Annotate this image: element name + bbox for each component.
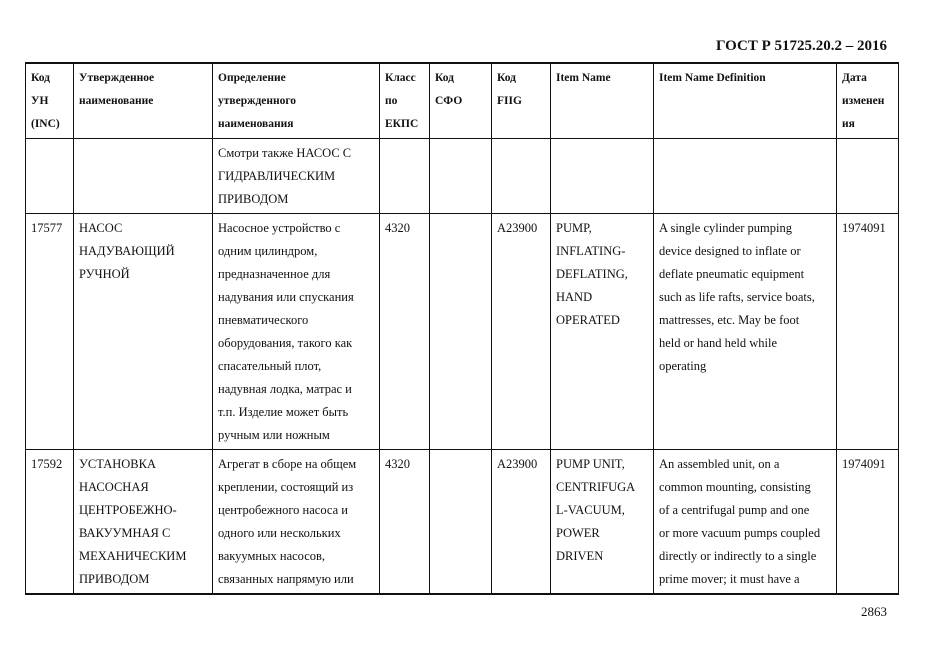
cell-fiig-code: A23900	[492, 214, 551, 450]
cell-item-name: PUMP UNIT, CENTRIFUGA L-VACUUM, POWER DRIVEN	[551, 450, 654, 595]
table-row	[26, 139, 899, 214]
cell-definition: Смотри также НАСОС С ГИДРАВЛИЧЕСКИМ ПРИВОДОМ	[213, 139, 380, 214]
cell-change-date: 1974091	[837, 450, 899, 595]
col-header-fiig-code: Код FIIG	[492, 63, 551, 139]
col-header-sfo-code: Код СФО	[430, 63, 492, 139]
cell-approved-name: УСТАНОВКА НАСОСНАЯ ЦЕНТРОБЕЖНО- ВАКУУМНАЯ С МЕХАНИЧЕСКИМ ПРИВОДОМ	[74, 450, 213, 595]
cell-sfo-code	[430, 450, 492, 595]
cell-inc: 17592	[26, 450, 74, 595]
cell-item-definition: A single cylinder pumping device designed to inflate or deflate pneumatic equipment such as life rafts, service boats, mattresses, etc. May be foot held or hand held while operating	[654, 214, 837, 450]
col-header-definition: Определение утвержденного наименования	[213, 63, 380, 139]
cell-class-ekps	[380, 139, 430, 214]
col-header-item-definition: Item Name Definition	[654, 63, 837, 139]
table-header-row	[26, 63, 899, 139]
cell-item-definition	[654, 139, 837, 214]
cell-approved-name: НАСОС НАДУВАЮЩИЙ РУЧНОЙ	[74, 214, 213, 450]
col-header-approved-name: Утвержденное наименование	[74, 63, 213, 139]
cell-change-date	[837, 139, 899, 214]
col-header-inc: Код УН (INC)	[26, 63, 74, 139]
document-header: ГОСТ Р 51725.20.2 – 2016	[715, 38, 887, 54]
cell-sfo-code	[430, 139, 492, 214]
col-header-change-date: Дата изменен ия	[837, 63, 899, 139]
table-row	[26, 450, 899, 595]
cell-fiig-code	[492, 139, 551, 214]
cell-definition: Насосное устройство с одним цилиндром, предназначенное для надувания или спускания пневматического оборудования, такого как спасательный плот, надувная лодка, матрас и т.п. Изделие может быть ручным или ножным	[213, 214, 380, 450]
cell-fiig-code: A23900	[492, 450, 551, 595]
cell-item-definition: An assembled unit, on a common mounting, consisting of a centrifugal pump and one or more vacuum pumps coupled directly or indirectly to a single prime mover; it must have a	[654, 450, 837, 595]
col-header-class-ekps: Класс по ЕКПС	[380, 63, 430, 139]
cell-sfo-code	[430, 214, 492, 450]
cell-inc	[26, 139, 74, 214]
page-number: 2863	[861, 604, 887, 619]
cell-approved-name	[74, 139, 213, 214]
cell-item-name	[551, 139, 654, 214]
table-row	[26, 214, 899, 450]
cell-change-date: 1974091	[837, 214, 899, 450]
cell-item-name: PUMP, INFLATING- DEFLATING, HAND OPERATED	[551, 214, 654, 450]
cell-class-ekps: 4320	[380, 214, 430, 450]
cell-definition: Агрегат в сборе на общем креплении, состоящий из центробежного насоса и одного или нескольких вакуумных насосов, связанных напрямую или	[213, 450, 380, 595]
registry-table	[25, 62, 899, 595]
cell-class-ekps: 4320	[380, 450, 430, 595]
cell-inc: 17577	[26, 214, 74, 450]
col-header-item-name: Item Name	[551, 63, 654, 139]
